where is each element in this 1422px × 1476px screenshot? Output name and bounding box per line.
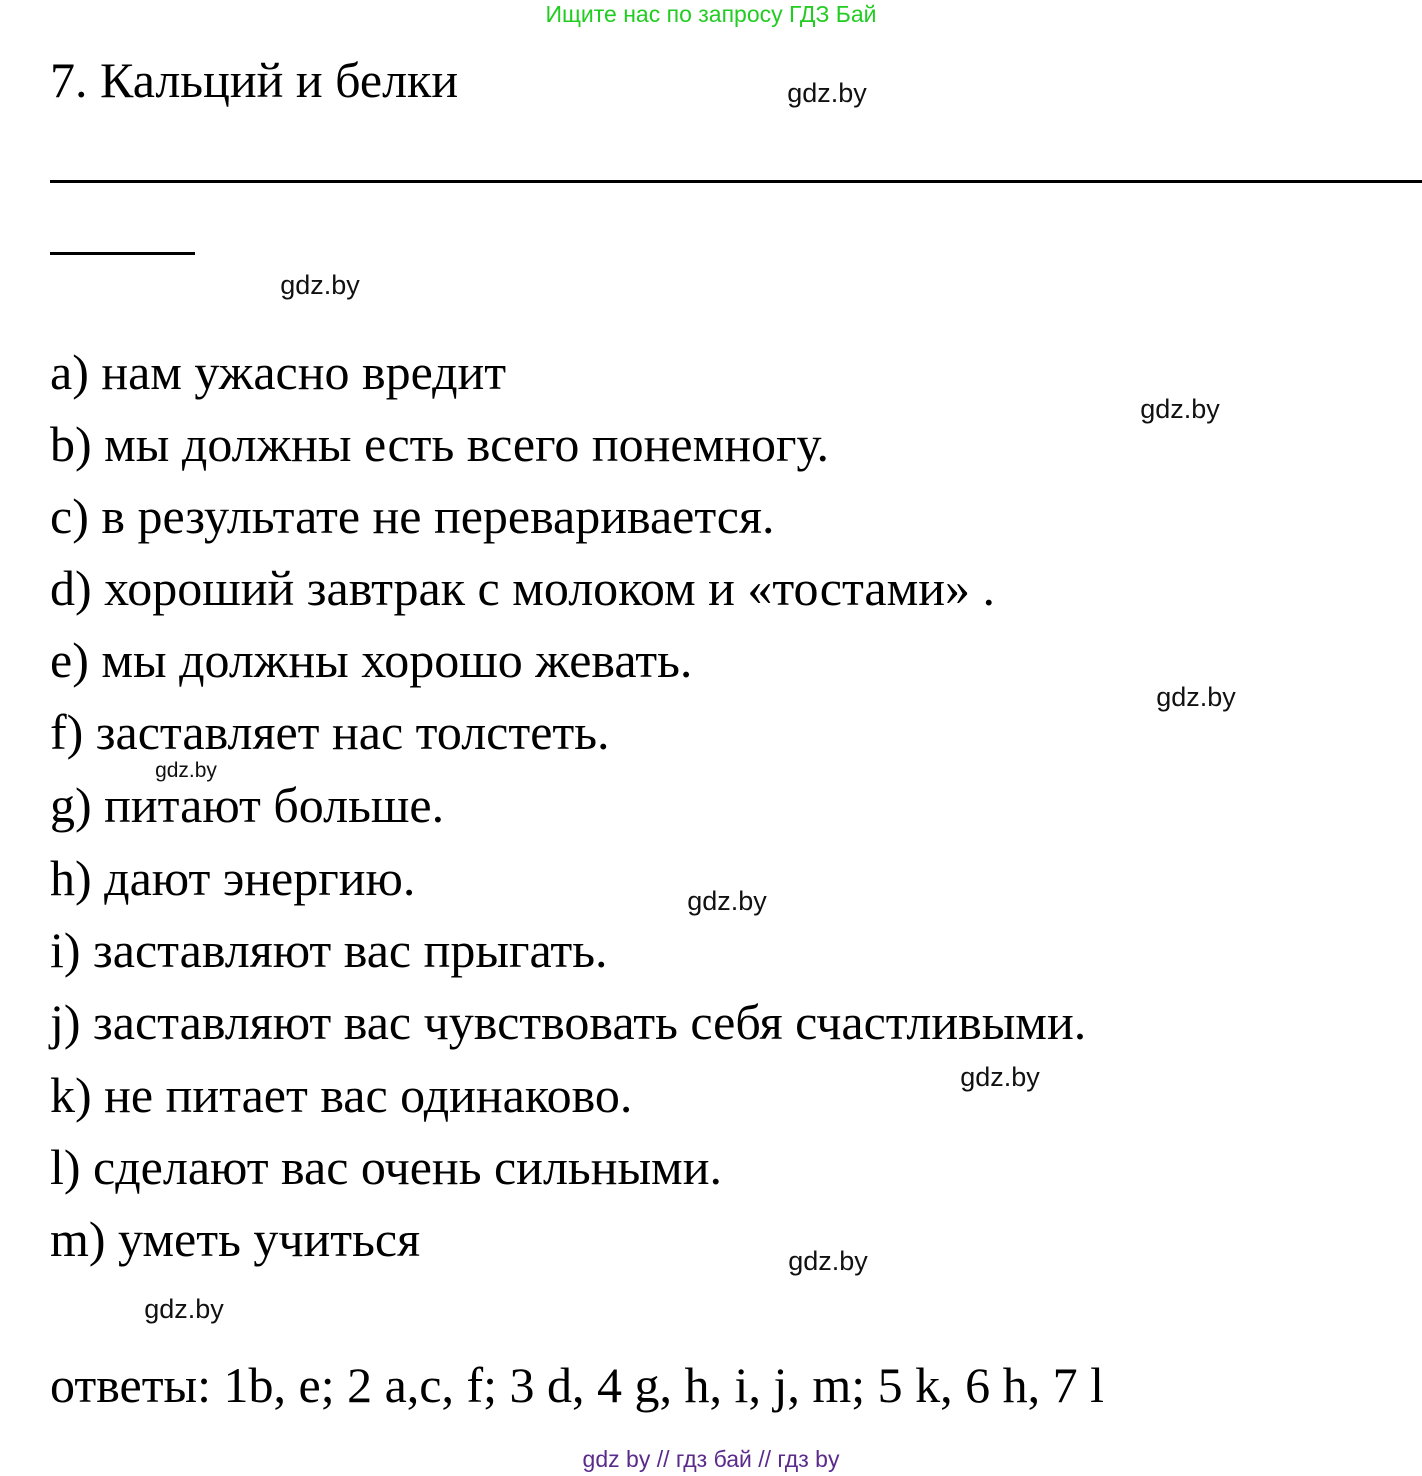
answers-text: ответы: 1b, e; 2 a,c, f; 3 d, 4 g, h, i, j, m; 5 k, 6 h, 7 l [50,1357,1105,1413]
list-item: m) уметь учиться [50,1211,421,1267]
watermark: gdz.by [280,270,360,300]
list-item: j) заставляют вас чувствовать себя счастливыми. [50,994,1087,1050]
page-title: 7. Кальций и белки [50,52,459,108]
list-item: h) дают энергию. [50,850,416,906]
list-item: b) мы должны есть всего понемногу. [50,416,829,472]
watermark: gdz.by [1156,682,1236,712]
list-item: f) заставляет нас толстеть. [50,704,610,760]
answer-line-short [50,252,195,255]
watermark: gdz.by [787,78,867,108]
list-item: e) мы должны хорошо жевать. [50,632,693,688]
watermark: gdz.by [155,759,217,782]
watermark: gdz.by [960,1062,1040,1092]
watermark: gdz.by [1140,394,1220,424]
list-item: a) нам ужасно вредит [50,344,507,400]
answer-line [50,180,1422,183]
list-item: i) заставляют вас прыгать. [50,922,608,978]
watermark: gdz.by [788,1246,868,1276]
watermark: gdz.by [687,886,767,916]
list-item: d) хороший завтрак с молоком и «тостами» . [50,560,996,616]
list-item: c) в результате не переваривается. [50,488,775,544]
list-item: g) питают больше. [50,777,445,833]
search-banner-link[interactable]: Ищите нас по запросу ГДЗ Бай [545,1,877,27]
footer-links[interactable]: gdz by // гдз бай // гдз by [582,1446,840,1472]
list-item: l) сделают вас очень сильными. [50,1139,722,1195]
watermark: gdz.by [144,1294,224,1324]
list-item: k) не питает вас одинаково. [50,1067,633,1123]
